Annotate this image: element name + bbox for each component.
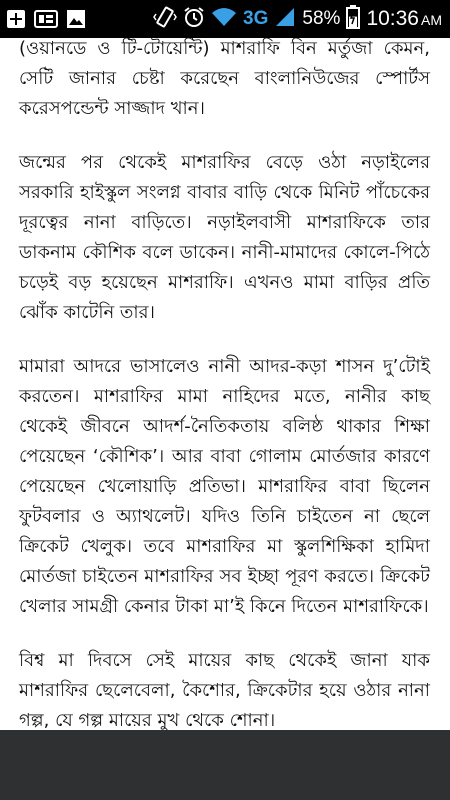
bottom-panel: [0, 730, 450, 800]
clock-ampm: AM: [421, 12, 442, 28]
article-paragraph: মামারা আদরে ভাসালেও নানী আদর-কড়া শাসন দু’টোই করতেন। মাশরাফির মামা নাহিদের মতে, নানীর কাছ থেকেই জীবনে আদর্শ-নৈতিকতায় বলিষ্ঠ থাকার শিক্ষা পেয়েছেন ‘কৌশিক’। আর বাবা গোলাম মোর্তজার কারণে পেয়েছেন খেলোয়াড়ি প্রতিভা। মাশরাফির বাবা ছিলেন ফুটবলার ও অ্যাথলেট। যদিও তিনি চাইতেন না ছেলে ক্রিকেট খেলুক। তবে মাশরাফির মা স্কুলশিক্ষিকা হামিদা মোর্তজা চাইতেন মাশরাফির সব ইচ্ছা পূরণ করতে। ক্রিকেট খেলার সামগ্রী কেনার টাকা মা’ই কিনে দিতেন মাশরাফিকে।: [19, 356, 430, 617]
network-type: 3G: [243, 8, 269, 29]
battery-percent: 58%: [302, 8, 341, 29]
vibrate-icon: [153, 5, 177, 34]
article-paragraph: (ওয়ানডে ও টি-টোয়েন্টি) মাশরাফি বিন মর্তুজা কেমন, সেটি জানার চেষ্টা করেছেন বাংলানিউজের স্পোর্টস করেসপন্ডেন্ট সাজ্জাদ খান।: [19, 38, 430, 119]
alarm-icon: [183, 6, 205, 33]
status-bar: [0, 0, 450, 38]
clock: [366, 7, 442, 31]
article-view[interactable]: [0, 38, 450, 730]
sim-card-icon: [34, 9, 58, 34]
article-paragraph: জন্মের পর থেকেই মাশরাফির বেড়ে ওঠা নড়াইলের সরকারি হাইস্কুল সংলগ্ন বাবার বাড়ি থেকে মিনিট পাঁচেকের দূরত্বের নানা বাড়িতে। নড়াইলবাসী মাশরাফিকে তার ডাকনাম কৌশিক বলে ডাকেন। নানী-মামাদের কোলে-পিঠে চড়েই বড় হয়েছেন মাশরাফি। এখনও মামা বাড়ির প্রতি ঝোঁক কাটেনি তার।: [19, 152, 430, 323]
wifi-icon: [211, 6, 237, 33]
article-paragraph: বিশ্ব মা দিবসে সেই মায়ের কাছ থেকেই জানা যাক মাশরাফির ছেলেবেলা, কৈশোর, ক্রিকেটার হয়ে ওঠার নানা গল্প, যে গল্প মায়ের মুখ থেকে শোনা।: [19, 650, 430, 730]
notification-icons: [6, 9, 86, 34]
signal-icon: [274, 6, 296, 33]
article-body: [0, 38, 450, 730]
battery-icon: [346, 5, 360, 34]
add-icon: [6, 9, 26, 34]
image-icon: [66, 9, 86, 34]
clock-time: 10:36: [366, 7, 419, 30]
system-icons: [153, 0, 442, 38]
